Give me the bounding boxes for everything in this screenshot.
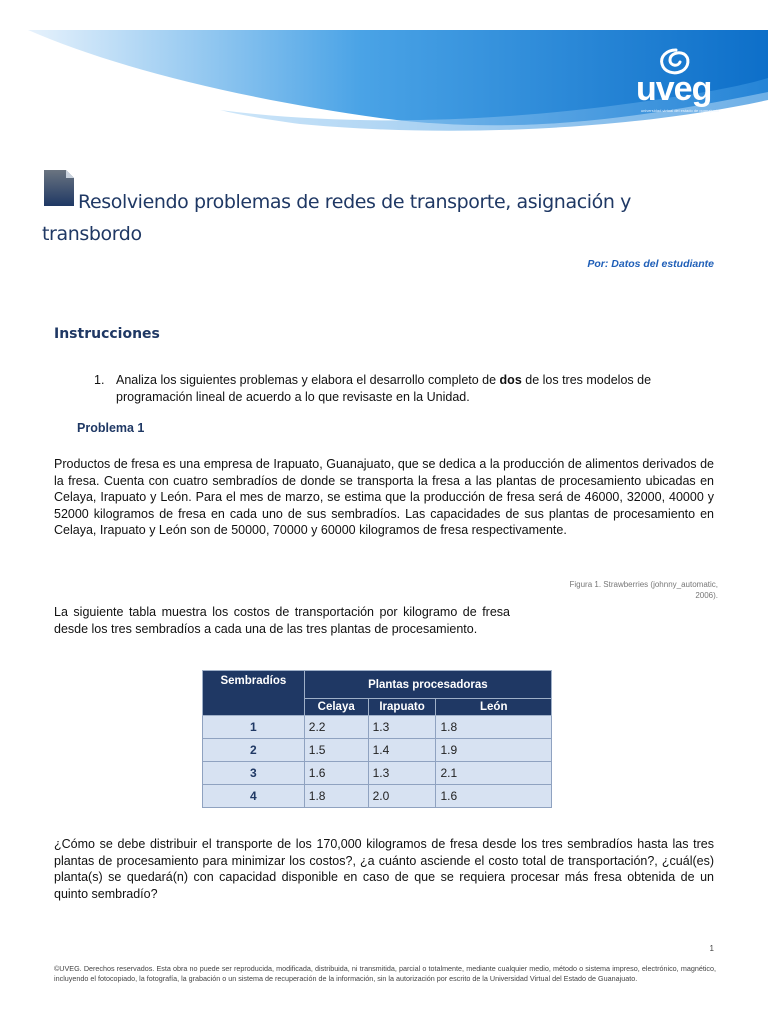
table-cell: 1.5 bbox=[304, 739, 368, 762]
table-row bbox=[203, 762, 552, 785]
table-column-header: Irapuato bbox=[368, 699, 436, 716]
table-row bbox=[203, 739, 552, 762]
instruction-number: 1. bbox=[94, 373, 105, 387]
table-row-header: Sembradíos bbox=[203, 671, 305, 716]
table-group-header: Plantas procesadoras bbox=[304, 671, 551, 699]
document-title bbox=[42, 186, 722, 250]
table-row-label: 2 bbox=[203, 739, 305, 762]
table-cell: 1.9 bbox=[436, 739, 552, 762]
table-header-row bbox=[203, 671, 552, 699]
table-cell: 1.6 bbox=[304, 762, 368, 785]
copyright-footer: ©UVEG. Derechos reservados. Esta obra no puede ser reproducida, modificada, distribuida, ni transmitida, parcial o totalmente, mediante cualquier medio, método o sistema impreso, electrónico, magnético, incluyendo el fotocopiado, la fotografía, la grabación o un sistema de recuperación de la información, sin la autorización por escrito de la Universidad Virtual del Estado de Guanajuato. bbox=[54, 964, 716, 983]
problem-question: ¿Cómo se debe distribuir el transporte de los 170,000 kilogramos de fresa desde los tres sembradíos hasta las tres plantas de procesamiento para minimizar los costos?, ¿a cuánto asciende el costo total de transportación?, ¿cuál(es) planta(s) se quedará(n) con capacidad disponible en caso de que se requiera procesar más fresa obtenida de un quinto sembradío? bbox=[54, 837, 714, 901]
table-cell: 1.6 bbox=[436, 785, 552, 808]
table-row-label: 4 bbox=[203, 785, 305, 808]
page-number: 1 bbox=[709, 944, 714, 953]
problem-heading: Problema 1 bbox=[77, 421, 145, 435]
table-cell: 2.1 bbox=[436, 762, 552, 785]
title-line-2: transbordo bbox=[42, 223, 142, 245]
table-cell: 2.2 bbox=[304, 716, 368, 739]
table-row bbox=[203, 785, 552, 808]
table-cell: 1.4 bbox=[368, 739, 436, 762]
instruction-text bbox=[94, 372, 724, 406]
table-row-label: 3 bbox=[203, 762, 305, 785]
instruction-text-before: Analiza los siguientes problemas y elabora el desarrollo completo de bbox=[116, 373, 500, 387]
table-cell: 2.0 bbox=[368, 785, 436, 808]
logo-text: uveg bbox=[636, 70, 712, 108]
uveg-logo bbox=[632, 48, 722, 118]
table-cell: 1.8 bbox=[436, 716, 552, 739]
transport-cost-table bbox=[202, 670, 552, 808]
figure-caption: Figura 1. Strawberries (johnny_automatic, 2006). bbox=[569, 580, 718, 600]
table-column-header: Celaya bbox=[304, 699, 368, 716]
logo-subtitle: universidad virtual del estado de guanajuato bbox=[640, 108, 720, 113]
table-row bbox=[203, 716, 552, 739]
problem-paragraph-1: Productos de fresa es una empresa de Irapuato, Guanajuato, que se dedica a la producción de alimentos derivados de la fresa. Cuenta con cuatro sembradíos de donde se transporta la fresa a las plantas de procesamiento ubicadas en Celaya, Irapuato y León. Para el mes de marzo, se estima que la producción de fresa será de 46000, 32000, 40000 y 52000 kilogramos de fresa en cada uno de sus sembradíos. Las capacidades de sus plantas de procesamiento en Celaya, Irapuato y León son de 50000, 70000 y 60000 kilogramos de fresa respectivamente. bbox=[54, 457, 714, 537]
instruction-item bbox=[94, 372, 724, 406]
title-line-1: Resolviendo problemas de redes de transporte, asignación y bbox=[78, 191, 631, 213]
table-column-header: León bbox=[436, 699, 552, 716]
author-line: Por: Datos del estudiante bbox=[587, 258, 714, 270]
problem-paragraph-2: La siguiente tabla muestra los costos de transportación por kilogramo de fresa desde los tres sembradíos a cada una de las tres plantas de procesamiento. bbox=[54, 605, 510, 636]
instructions-heading: Instrucciones bbox=[54, 326, 160, 342]
table-cell: 1.8 bbox=[304, 785, 368, 808]
table-cell: 1.3 bbox=[368, 762, 436, 785]
table-cell: 1.3 bbox=[368, 716, 436, 739]
instruction-text-after: de los tres modelos de programación lineal de acuerdo a lo que revisaste en la Unidad. bbox=[116, 373, 652, 404]
table-row-label: 1 bbox=[203, 716, 305, 739]
instruction-bold-word: dos bbox=[499, 373, 522, 387]
